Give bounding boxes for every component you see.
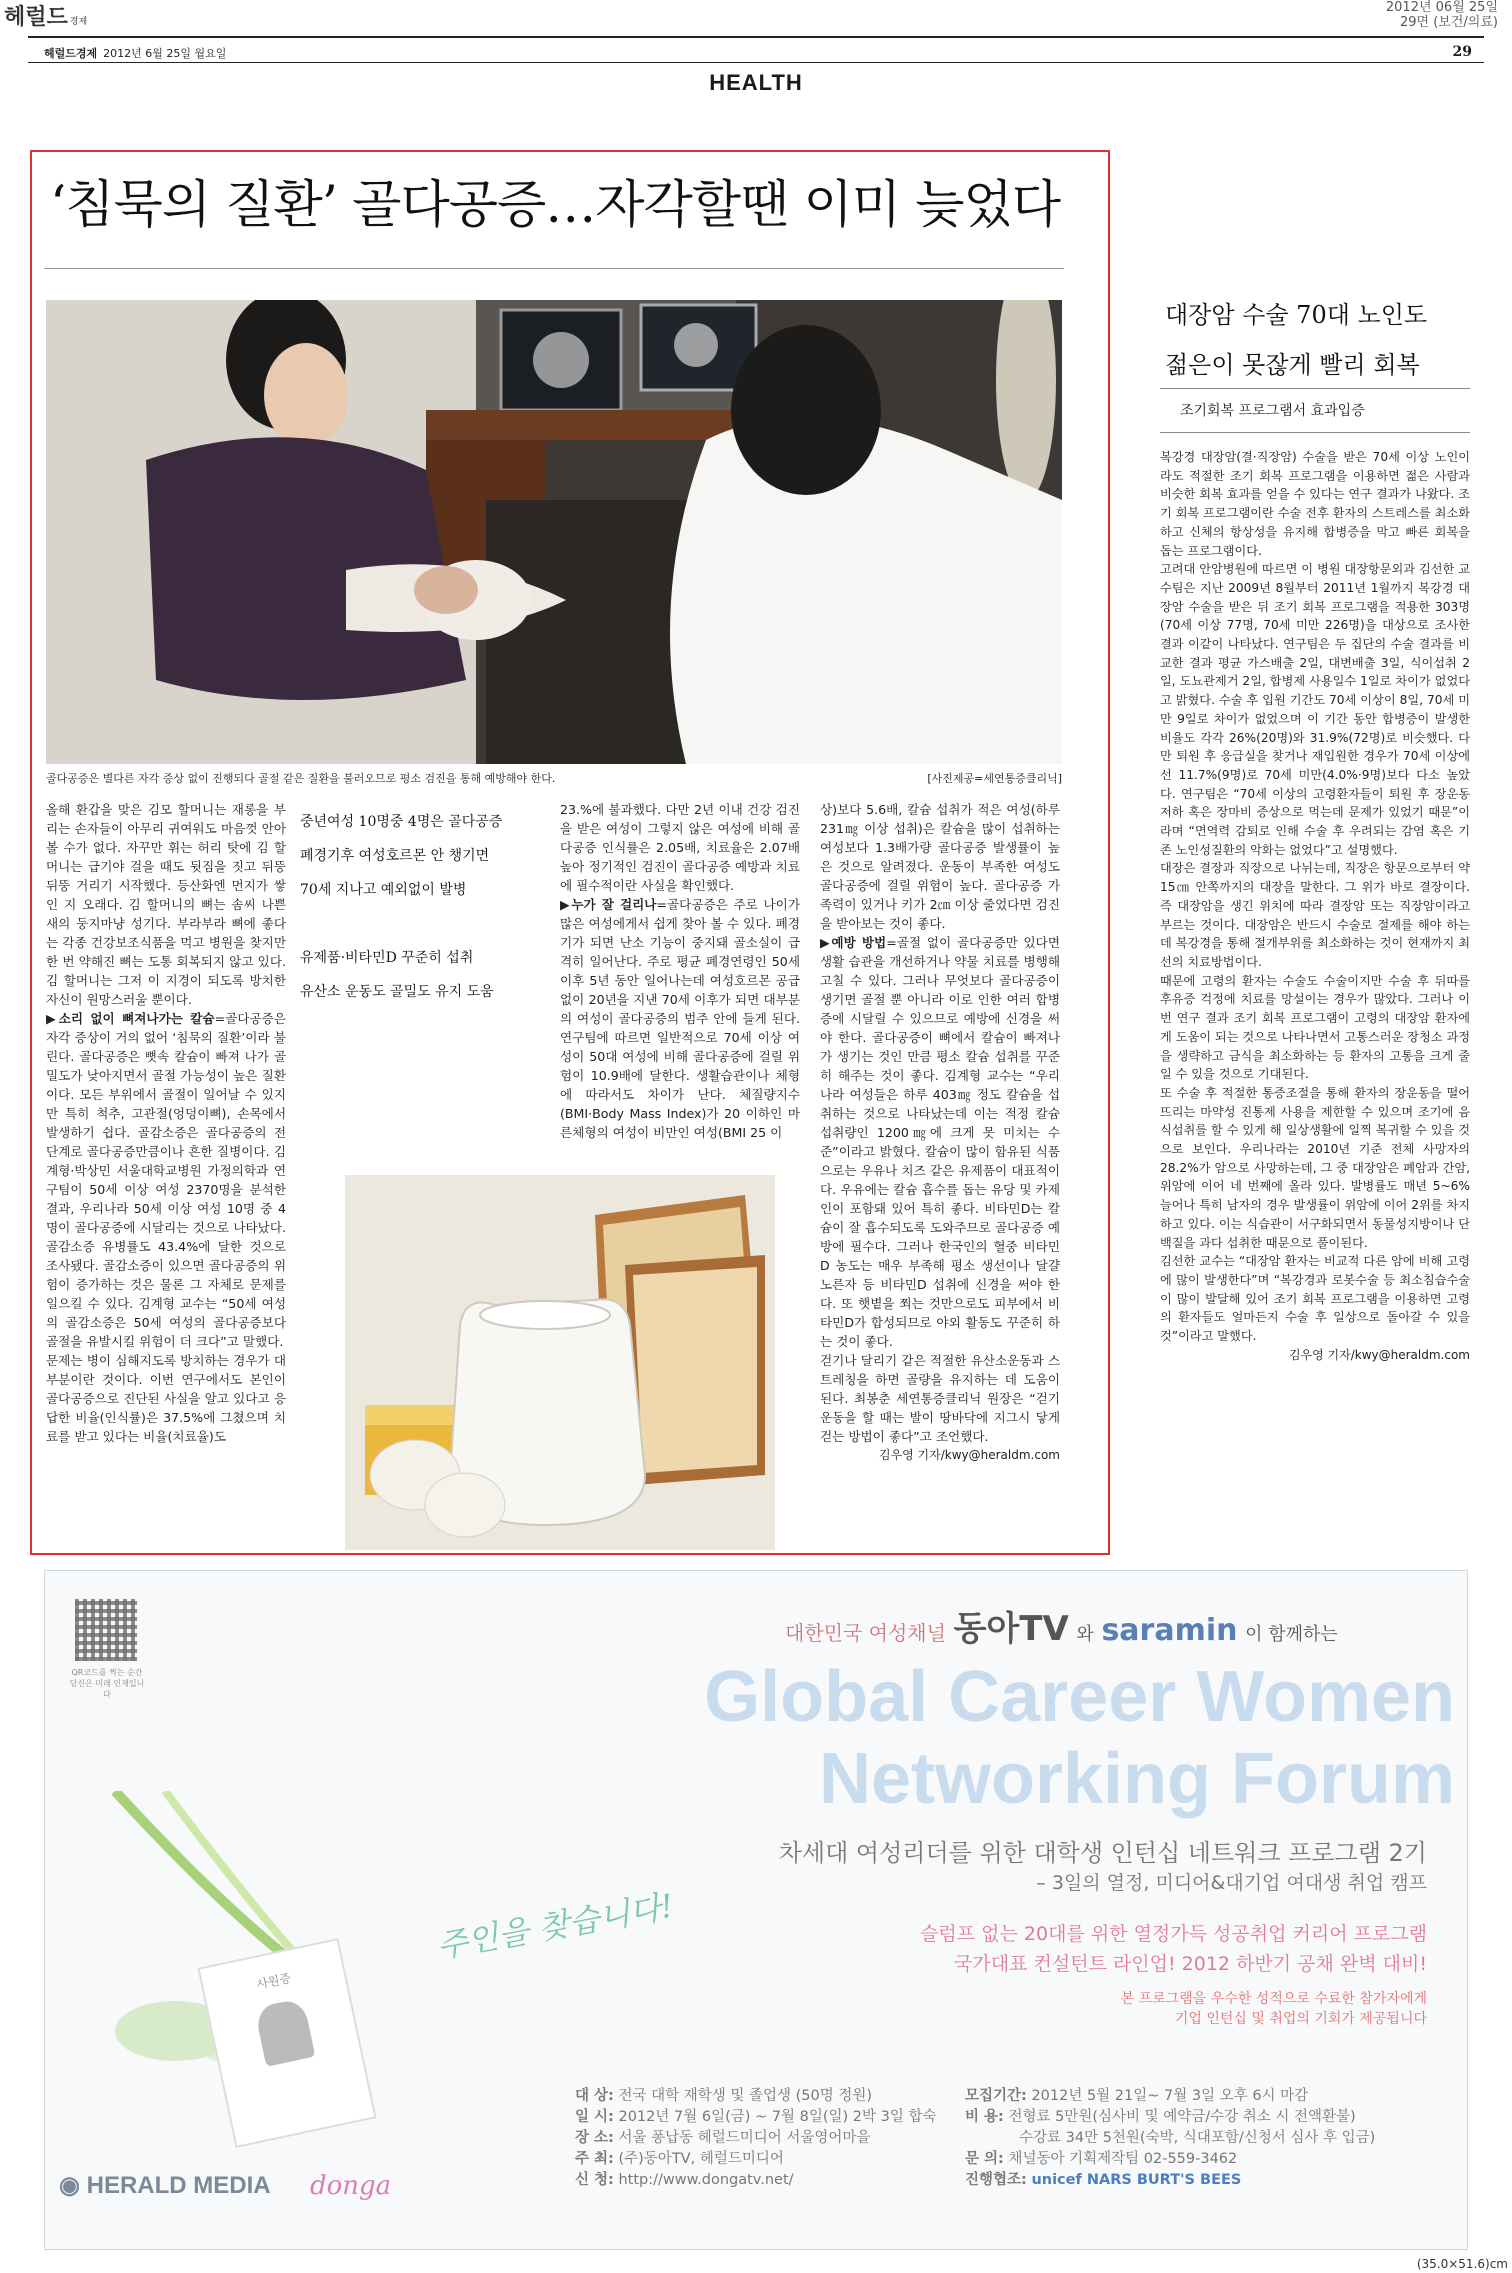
photo-credit: [사진제공=세연통증클리닉]: [927, 772, 1062, 785]
paper-strip: 헤럴드경제 2012년 6월 25일 월요일: [44, 47, 227, 60]
pull-quote: 중년여성 10명중 4명은 골다공증 폐경기후 여성호르몬 안 챙기면 70세 지나고 예외없이 발병 유제품·비타민D 꾸준히 섭취 유산소 운동도 골밀도 유지 도움: [300, 814, 503, 1000]
ad-brand-line: 대한민국 여성채널 동아TV 와 saramin 이 함께하는: [785, 1609, 1338, 1649]
donga-logo: donga: [310, 2171, 392, 2201]
main-headline: ‘침묵의 질환’ 골다공증…자각할땐 이미 늦었다: [50, 176, 1061, 235]
ad-red-copy: 본 프로그램을 우수한 성적으로 수료한 참가자에게 기업 인턴십 및 취업의 기회가 제공됩니다: [1120, 1991, 1427, 2027]
ad-subtitle: 차세대 여성리더를 위한 대학생 인턴십 네트워크 프로그램 2기 – 3일의 열정, 미디어&대기업 여대생 취업 캠프: [778, 1839, 1427, 1894]
herald-media-logo: ◉ HERALD MEDIA: [59, 2172, 271, 2199]
milk-bread-photo: [345, 1175, 775, 1550]
headline-rule: [44, 268, 1064, 269]
subhead-1: ▶소리 없이 뼈져나가는 칼슘: [46, 1011, 215, 1026]
handwriting-text: 주인을 찾습니다!: [433, 1886, 677, 1966]
article-column-2: 23.%에 불과했다. 다만 2년 이내 건강 검진을 받은 여성이 그렇지 않은 여성에 비해 골다공증 인식률은 2.05배, 치료율은 2.07배 높아 정기적인 검진이 골다공증 예방과 치료에 필수적이란 사실을 확인했다. ▶누가 잘 걸리나=골다공증은 주로 나이가 많은 여성에게서 쉽게 찾아 볼 수 있다. 폐경기가 되면 난소 기능이 중지돼 골소실이 급격히 일어난다. 주로 평균 폐경연령인 50세 이후 5년 동안 일어나는데 여성호르몬 공급 없이 20년을 지낸 70세 이후가 되면 대부분의 여성이 골다공증의 범주 안에 들게 된다. 연구팀에 따르면 일반적으로 70세 이상 여성이 50대 여성에 비해 골다공증에 걸릴 위험이 10.9배에 달한다. 생활습관이나 체형에 따라서도 차이가 난다. 체질량지수(BMI·Body Mass Index)가 20 이하인 마른체형의 여성이 비만인 여성(BMI 25 이: [560, 802, 800, 1140]
strip-rule: [28, 62, 1484, 63]
subhead-2: ▶누가 잘 걸리나: [560, 897, 657, 912]
ad-details-left: 대 상: 전국 대학 재학생 및 졸업생 (50명 정원) 일 시: 2012년 7월 6일(금) ~ 7월 8일(일) 2박 3일 합숙 장 소: 서울 퐁납동 헤럴드미디어 서울영어마을 주 최: (주)동아TV, 헤럴드미디어 신 청: http://www.dongatv.net/: [575, 2088, 937, 2188]
main-byline: 김우영 기자/kwy@heraldm.com: [878, 1448, 1060, 1462]
id-badge: 사원증: [197, 1938, 376, 2148]
photo-caption: 골다공증은 별다른 자각 증상 없이 진행되다 골절 같은 질환을 불러오므로 평소 검진을 통해 예방해야 한다. [사진제공=세연통증클리닉]: [46, 772, 1062, 785]
top-rule: [28, 36, 1484, 38]
article-column-3: 상)보다 5.6배, 칼슘 섭취가 적은 여성(하루 231㎎ 이상 섭취)은 칼슘을 많이 섭취하는 여성보다 1.3배가량 골다공증 발생률이 높은 것으로 알려졌다. 운동이 부족한 여성도 골다공증에 걸릴 위험이 높다. 골다공증 가족력이 있거나 키가 2㎝ 이상 줄었다면 검진을 받아보는 것이 좋다. ▶예방 방법=골절 없이 골다공증만 있다면 생활 습관을 개선하거나 약물 치료를 병행해 고칠 수 있다. 그러나 무엇보다 골다공증이 생기면 골절 뿐 아니라 이로 인한 여러 합병증에 시달릴 수 있으므로 예방에 신경을 써야 한다. 골다공증이 뼈에서 칼슘이 빠져나가 생기는 것인 만큼 평소 칼슘 섭취를 꾸준히 해주는 것이 좋다. 김계형 교수는 “우리나라 여성들은 하루 403㎎ 정도 칼슘을 섭취하는 것으로 나타났는데 이는 적정 칼슘 섭취량인 1200㎎에 크게 못 미치는 수준”이라고 밝혔다. 칼슘이 많이 함유된 식품으로는 우유나 치즈 같은 유제품이 대표적이다. 우유에는 칼슘 흡수를 돕는 유당 및 카제인이 포함돼 있어 특히 좋다. 비타민D는 칼슘이 잘 흡수되도록 도와주므로 골다공증 예방에 필수다. 그러나 한국인의 혈중 비타민D 농도는 매우 부족해 평소 생선이나 달걀노른자 등 비타민D 섭취에 신경을 써야 한다. 또 햇볕을 쬐는 것만으로도 피부에서 비타민D가 합성되므로 야외 활동도 꾸준히 하는 것이 좋다. 걷기나 달리기 같은 적절한 유산소운동과 스트레칭을 하면 골량을 유지하는 데 도움이 된다. 최봉춘 세연통증클리닉 원장은 “걷기 운동을 할 때는 발이 땅바닥에 지그시 닿게 걷는 방법이 좋다”고 조언했다. 김우영 기자/kwy@heraldm.com: [820, 800, 1060, 1465]
ad-title: Global Career Women Networking Forum: [704, 1657, 1455, 1819]
side-rule: [1160, 388, 1470, 389]
ad-details-right: 모집기간: 2012년 5월 21일~ 7월 3일 오후 6시 마감 비 용: 전형료 5만원(심사비 및 예약금/수강 취소 시 전액환불) 수강료 34만 5천원(숙박, 식대포함/신청서 심사 후 입금) 문 의: 채널동아 기획제작팀 02-559-3462 진행협조: unicef NARS BURT'S BEES: [965, 2088, 1376, 2188]
ad-pink-copy: 슬럼프 없는 20대를 위한 열정가득 성공취업 커리어 프로그램 국가대표 컨설턴트 라인업! 2012 하반기 공채 완벽 대비!: [920, 1923, 1427, 1975]
avatar: [254, 1998, 315, 2067]
side-rule-2: [1160, 432, 1470, 433]
side-headline: 대장암 수술 70대 노인도 젊은이 못잖게 빨리 회복: [1165, 301, 1428, 379]
size-note: (35.0×51.6)cm: [1416, 2257, 1508, 2271]
masthead-logo: 헤럴드 경제: [4, 5, 88, 30]
masthead-date: 2012년 06월 25일 29면 (보건/의료): [1385, 0, 1498, 30]
side-subhead: 조기회복 프로그램서 효과입증: [1180, 403, 1365, 419]
forum-advertisement: [44, 1570, 1468, 2250]
doctor-patient-photo: [46, 300, 1062, 764]
side-byline: 김우영 기자/kwy@heraldm.com: [1288, 1347, 1470, 1362]
page-number: 29: [1452, 44, 1472, 60]
food-illustration: [345, 1175, 775, 1550]
qr-code-icon: [75, 1599, 137, 1661]
photo-illustration: [46, 300, 1062, 764]
qr-caption: QR코드를 찍는 순간 당신은 미래 인재입니다: [69, 1668, 145, 1699]
section-title: HEALTH: [709, 70, 803, 95]
side-article-body: 복강경 대장암(결·직장암) 수술을 받은 70세 이상 노인이라도 적절한 조기 회복 프로그램을 이용하면 젊은 사람과 비슷한 회복 효과를 얻을 수 있다는 연구 결과가 나왔다. 조기 회복 프로그램이란 수술 전후 환자의 스트레스를 최소화하고 신체의 항상성을 유지해 합병증을 막고 빠른 회복을 돕는 프로그램이다. 고려대 안암병원에 따르면 이 병원 대장항문외과 김선한 교수팀은 지난 2009년 8월부터 2011년 1월까지 복강경 대장암 수술을 받은 뒤 조기 회복 프로그램을 적용한 303명(70세 이상 77명, 70세 미만 226명)을 대상으로 조사한 결과 이같이 나타났다. 연구팀은 두 집단의 수술 결과를 비교한 결과 평균 가스배출 2일, 대변배출 3일, 식이섭취 2일, 도뇨관제거 2일, 합병제 사용일수 1일로 차이가 없었다고 밝혔다. 수술 후 입원 기간도 70세 이상이 8일, 70세 미만 9일로 차이가 없었으며 이 기간 동안 합병증이 발생한 비율도 각각 26%(20명)와 31.9%(72명)로 비슷했다. 다만 퇴원 후 응급실을 찾거나 재입원한 경우가 70세 이상에선 11.7%(9명)로 70세 미만(4.0%·9명)보다 다소 높았다. 연구팀은 “70세 이상의 고령환자들이 퇴원 후 장운동 저하 혹은 장마비 증상으로 먹는데 문제가 있었기 때문”이라며 “면역력 감퇴로 인해 수술 후 우려되는 감염 혹은 기존 노인성질환의 악화는 없었다”고 설명했다. 대장은 결장과 직장으로 나뉘는데, 직장은 항문으로부터 약 15㎝ 안쪽까지의 대장을 말한다. 그 위가 바로 결장이다. 즉 대장암을 생긴 위치에 따라 결장암 또는 직장암이라고 부르는 것이다. 대장암은 반드시 수술로 절제를 해야 하는데 복강경을 통해 절개부위를 최소화하는 것이 현재까지 최선의 치료방법이다. 때문에 고령의 환자는 수술도 수술이지만 수술 후 뒤따를 후유증 걱정에 치료를 망설이는 경우가 많았다. 그러나 이번 연구 결과 조기 회복 프로그램이 고령의 대장암 환자에게 도움이 되는 것으로 나타나면서 고통스러운 장청소 과정을 생략하고 금식을 최소화하는 등 환자의 고통을 크게 줄일 수 있을 것으로 기대된다. 또 수술 후 적절한 통증조절을 통해 환자의 장운동을 떨어뜨리는 마약성 진통제 사용을 제한할 수 있으며 조기에 음식섭취를 할 수 있게 해 일상생활에 일찍 복귀할 수 있을 것으로 보인다. 우리나라는 2010년 기준 전체 사망자의 28.2%가 암으로 사망하는데, 그 중 대장암은 폐암과 간암, 위암에 이어 네 번째에 올라 있다. 발병률도 매년 5~6% 늘어나 특히 남자의 경우 발생률이 위암에 이어 2위를 차지하고 있다. 이는 식습관이 서구화되면서 동물성지방이나 단백질을 과다 섭취한 때문으로 풀이된다. 김선한 교수는 “대장암 환자는 비교적 다른 암에 비해 고령에 많이 발생한다”며 “복강경과 로봇수술 등 최소침습수술이 많이 발달해 있어 조기 회복 프로그램을 이용하면 고령의 환자들도 얼마든지 수술 후 일상으로 돌아갈 수 있을 것”이라고 말했다. 김우영 기자/kwy@heraldm.com: [1160, 448, 1470, 1364]
article-column-1: 올해 환갑을 맞은 김모 할머니는 재롱을 부리는 손자들이 아무리 귀여워도 마음껏 안아볼 수가 없다. 자꾸만 휘는 허리 탓에 김 할머니는 급기야 걸을 때도 뒷짐을 짓고 뒤뚱뒤뚱 거리기 시작했다. 등산화엔 먼지가 쌓인 지 오래다. 김 할머니의 뼈는 솜씨 나쁜 새의 둥지마냥 성기다. 부라부라 뼈에 좋다는 각종 건강보조식품을 먹고 병원을 찾지만 한 번 약해진 뼈는 도통 회복되지 않고 있다. 김 할머니는 그저 이 지경이 되도록 방치한 자신이 원망스러울 뿐이다. ▶소리 없이 뼈져나가는 칼슘=골다공증은 자각 증상이 거의 없어 ‘침묵의 질환’이라 불린다. 골다공증은 뼛속 칼슘이 빠져 나가 골밀도가 낮아지면서 골절 가능성이 높은 질환이다. 모든 부위에서 골절이 일어날 수 있지만 특히 척추, 고관절(엉덩이뼈), 손목에서 발생하기 쉽다. 골감소증은 골다공증의 전 단계로 골다공증만큼이나 흔한 질병이다. 김계형·박상민 서울대학교병원 가정의학과 연구팀이 50세 이상 여성 2370명을 분석한 결과, 우리나라 50세 이상 여성 10명 중 4명이 골다공증에 시달리는 것으로 나타났다. 골감소증 유병률도 43.4%에 달한 것으로 조사됐다. 골감소증이 있으면 골다공증의 위험이 증가하는 것은 물론 그 자체로 문제를 일으킬 수 있다. 김계형 교수는 “50세 여성의 골감소증은 50세 여성의 골다공증보다 골절을 유발시킬 위험이 더 크다”고 말했다. 문제는 병이 심해지도록 방치하는 경우가 대부분이란 것이다. 이번 연구에서도 본인이 골다공증으로 진단된 사실을 알고 있다고 응답한 비율(인식률)은 37.5%에 그쳤으며 치료를 받고 있다는 비율(치료율)도: [46, 802, 286, 1444]
subhead-3: ▶예방 방법: [820, 935, 887, 950]
